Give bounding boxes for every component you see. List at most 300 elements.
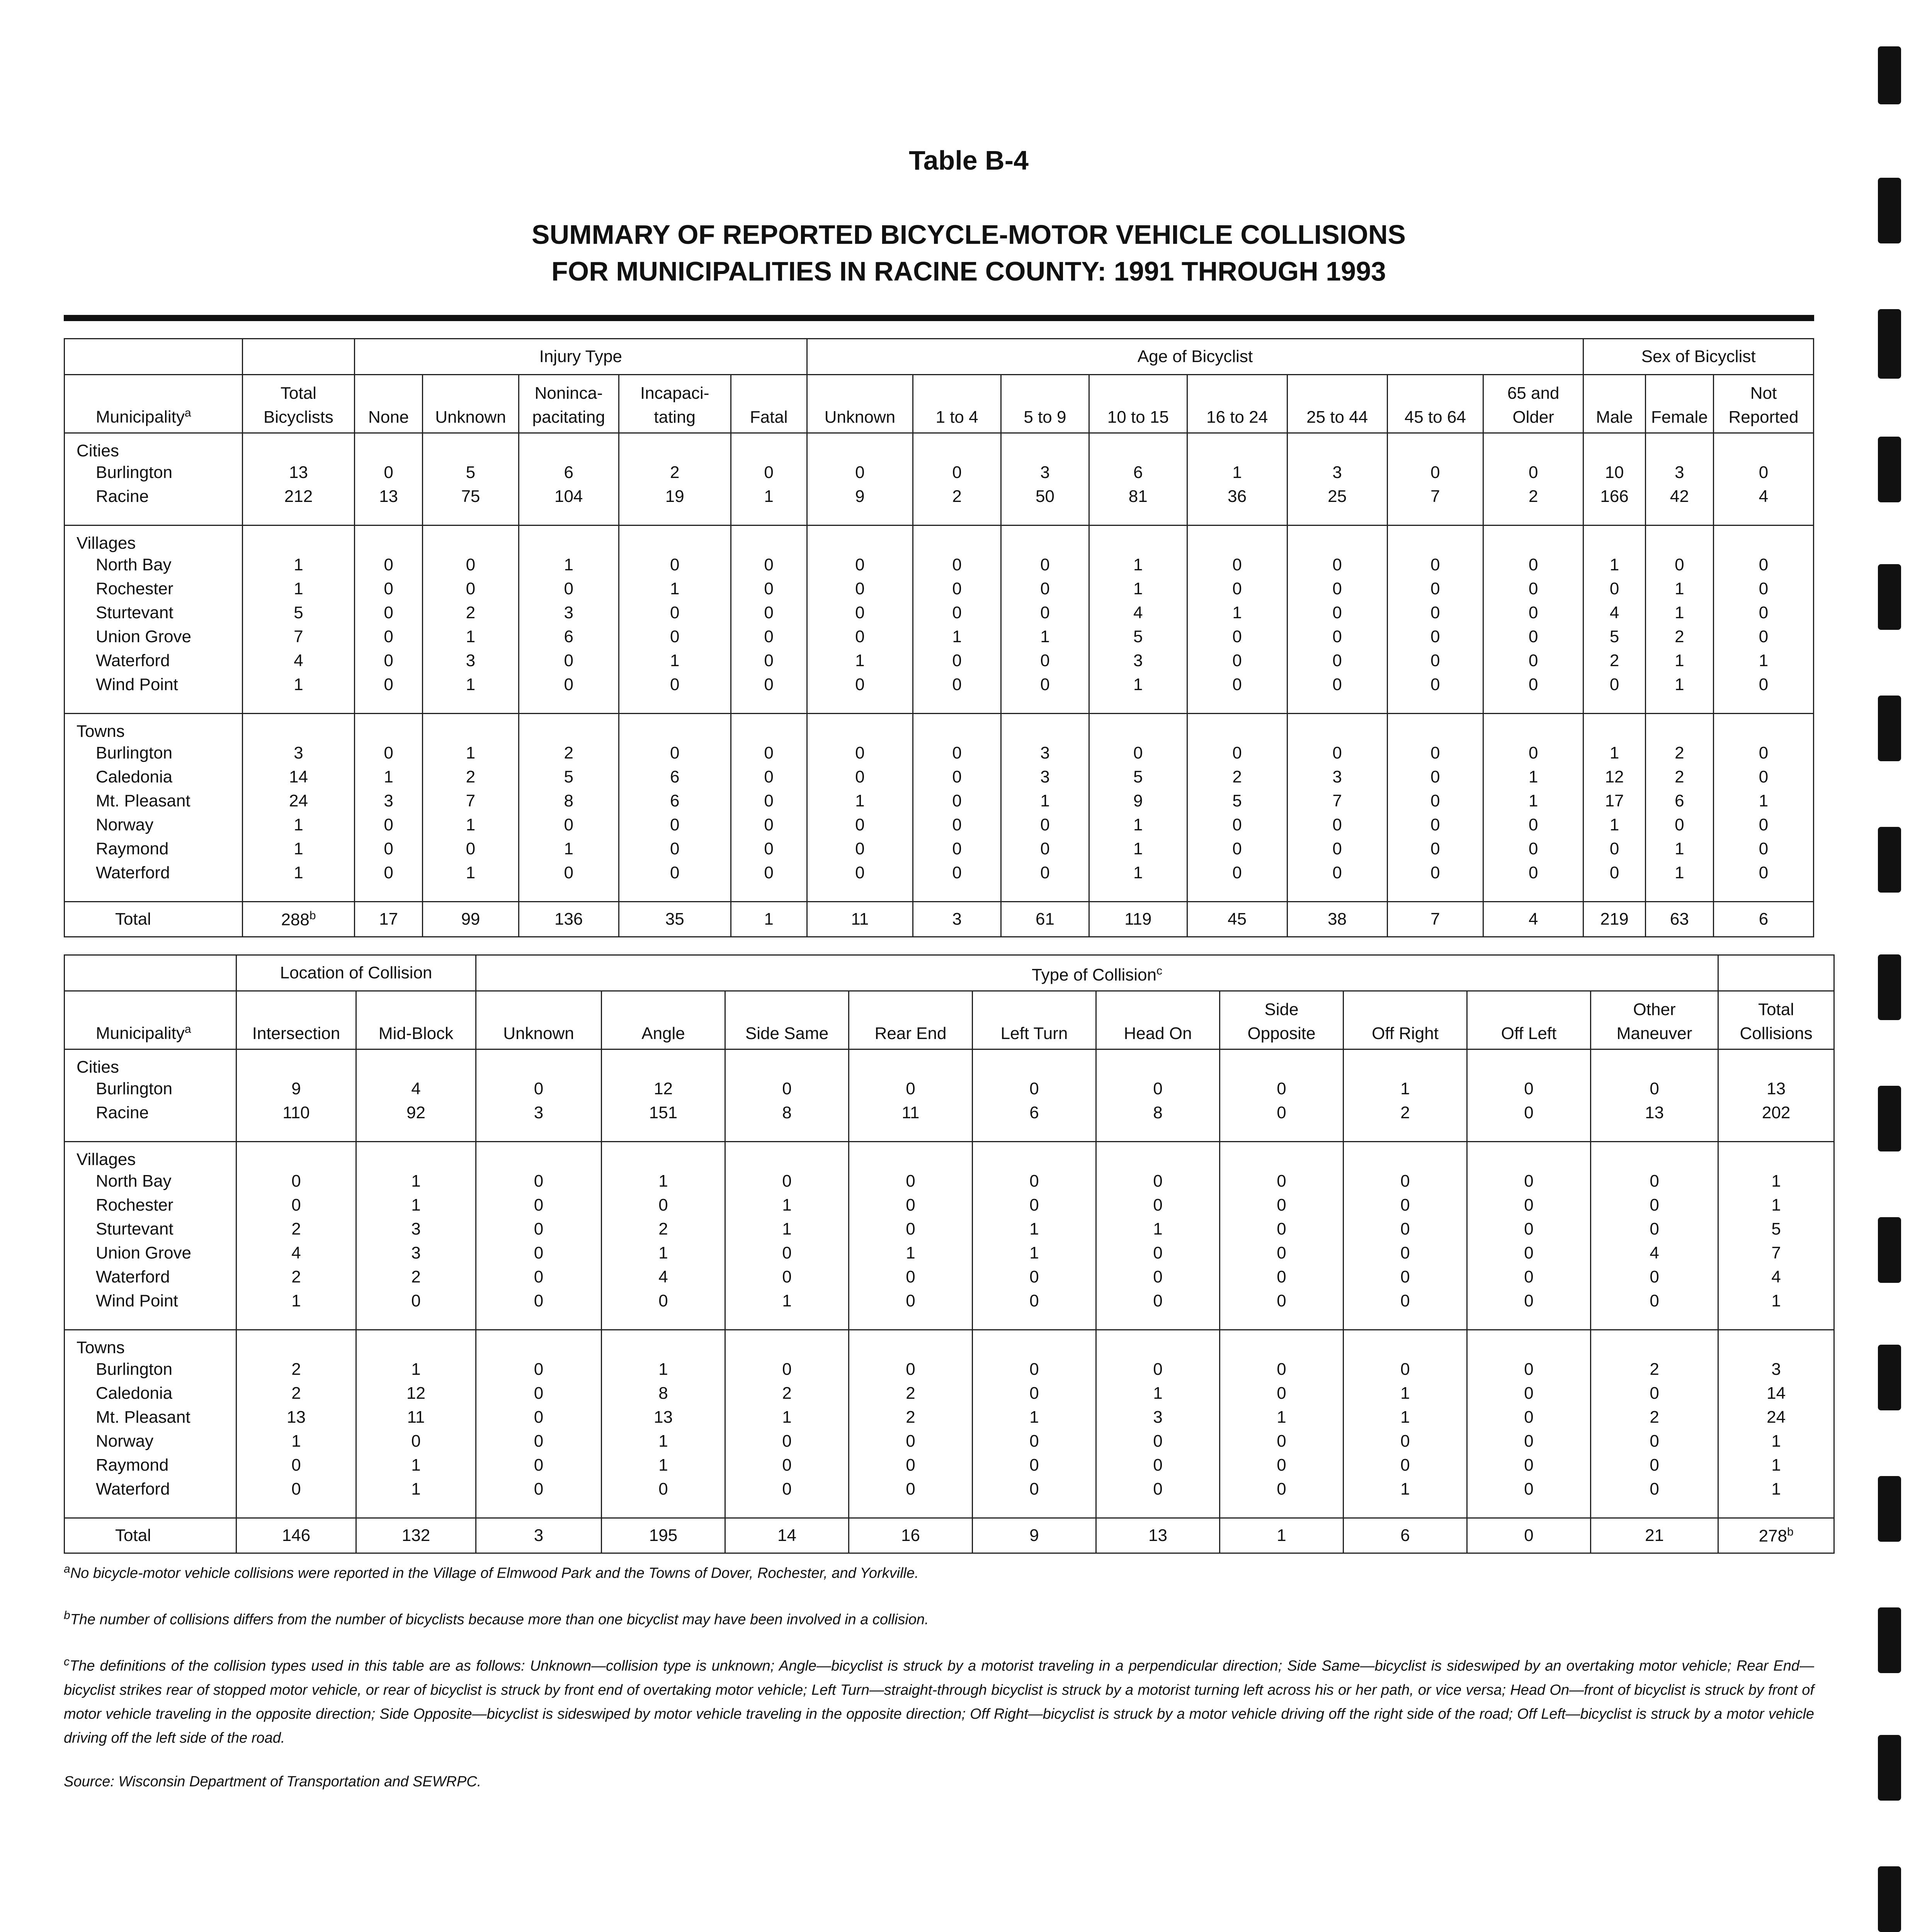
value-cell: 2	[236, 1265, 356, 1289]
value-cell: 7	[1718, 1241, 1834, 1265]
table-row	[65, 625, 1814, 649]
empty-cell	[1287, 697, 1387, 714]
value-cell: 13	[236, 1405, 356, 1429]
age-16-24-header: 16 to 24	[1187, 375, 1287, 433]
value-cell: 0	[423, 837, 519, 861]
table-row	[65, 1357, 1834, 1381]
empty-cell	[236, 1313, 356, 1330]
value-cell: 1	[602, 1357, 725, 1381]
empty-cell	[1387, 885, 1483, 902]
value-cell: 0	[849, 1429, 973, 1453]
value-cell: 0	[1001, 861, 1089, 885]
value-cell: 1	[1220, 1405, 1344, 1429]
empty-cell	[476, 1125, 602, 1142]
empty-cell	[1089, 885, 1187, 902]
value-cell: 0	[1187, 741, 1287, 765]
value-cell: 1	[1187, 601, 1287, 625]
total-row	[65, 902, 1814, 937]
value-cell: 1	[807, 649, 913, 673]
value-cell: 1	[1645, 649, 1713, 673]
empty-cell	[476, 1501, 602, 1518]
value-cell: 2	[619, 461, 731, 485]
value-cell: 1	[1001, 625, 1089, 649]
empty-cell	[602, 1142, 725, 1170]
empty-cell	[1187, 509, 1287, 526]
table-row	[65, 1193, 1834, 1217]
empty-cell	[1387, 714, 1483, 742]
empty-cell	[913, 509, 1001, 526]
value-cell: 0	[1001, 577, 1089, 601]
table-row	[65, 1217, 1834, 1241]
value-cell: 0	[973, 1169, 1096, 1193]
value-cell: 3	[355, 789, 423, 813]
table-row	[65, 1077, 1834, 1101]
value-cell: 0	[1387, 861, 1483, 885]
value-cell: 1	[236, 1429, 356, 1453]
total-cell: 0	[1467, 1518, 1591, 1553]
empty-cell	[242, 714, 354, 742]
injury-none-header: None	[355, 375, 423, 433]
value-cell: 0	[1591, 1265, 1718, 1289]
empty-cell	[1483, 714, 1583, 742]
empty-cell	[1089, 697, 1187, 714]
location-header: Location of Collision	[236, 955, 476, 991]
value-cell: 3	[1718, 1357, 1834, 1381]
value-cell: 1	[356, 1477, 476, 1501]
empty-cell	[1718, 1330, 1834, 1358]
value-cell: 1	[1718, 1429, 1834, 1453]
empty-cell	[1001, 526, 1089, 553]
value-cell: 0	[1287, 741, 1387, 765]
value-cell: 110	[236, 1101, 356, 1125]
empty-cell	[1467, 1501, 1591, 1518]
empty-cell	[849, 1330, 973, 1358]
table-row	[65, 837, 1814, 861]
value-cell: 1	[849, 1241, 973, 1265]
municipality-name: Raymond	[65, 837, 243, 861]
total-bicyclists-header: Total Bicyclists	[242, 375, 354, 433]
value-cell: 0	[356, 1429, 476, 1453]
empty-cell	[356, 1501, 476, 1518]
value-cell: 0	[1387, 601, 1483, 625]
total-cell: 3	[913, 902, 1001, 937]
t1-corner	[65, 339, 243, 375]
value-cell: 0	[1583, 577, 1646, 601]
empty-cell	[1713, 509, 1813, 526]
value-cell: 0	[1187, 837, 1287, 861]
value-cell: 1	[731, 485, 807, 509]
value-cell: 0	[1387, 741, 1483, 765]
empty-cell	[619, 697, 731, 714]
value-cell: 0	[1287, 625, 1387, 649]
empty-cell	[1483, 885, 1583, 902]
empty-cell	[1220, 1049, 1344, 1077]
value-cell: 0	[1344, 1241, 1467, 1265]
value-cell: 8	[725, 1101, 849, 1125]
empty-cell	[731, 697, 807, 714]
empty-cell	[1467, 1049, 1591, 1077]
empty-cell	[1096, 1330, 1220, 1358]
section-label: Villages	[65, 1142, 236, 1170]
table-row	[65, 1241, 1834, 1265]
value-cell: 0	[355, 649, 423, 673]
value-cell: 0	[1713, 741, 1813, 765]
value-cell: 13	[355, 485, 423, 509]
empty-cell	[1220, 1313, 1344, 1330]
empty-cell	[731, 885, 807, 902]
value-cell: 0	[1220, 1169, 1344, 1193]
empty-cell	[1718, 1142, 1834, 1170]
value-cell: 0	[1583, 673, 1646, 697]
value-cell: 3	[1645, 461, 1713, 485]
value-cell: 0	[1220, 1289, 1344, 1313]
value-cell: 6	[1089, 461, 1187, 485]
value-cell: 0	[807, 813, 913, 837]
injury-incapacitating-header: Incapaci- tating	[619, 375, 731, 433]
value-cell: 0	[1591, 1217, 1718, 1241]
municipality-name: Raymond	[65, 1453, 236, 1477]
value-cell: 0	[1483, 813, 1583, 837]
value-cell: 1	[1718, 1453, 1834, 1477]
value-cell: 0	[1483, 461, 1583, 485]
value-cell: 0	[476, 1289, 602, 1313]
value-cell: 0	[725, 1357, 849, 1381]
empty-cell	[913, 714, 1001, 742]
empty-cell	[849, 1125, 973, 1142]
value-cell: 2	[849, 1405, 973, 1429]
table-row	[65, 861, 1814, 885]
total-cell: 9	[973, 1518, 1096, 1553]
empty-cell	[725, 1125, 849, 1142]
municipality-name: Sturtevant	[65, 601, 243, 625]
empty-cell	[236, 1501, 356, 1518]
section-label: Cities	[65, 433, 243, 461]
value-cell: 0	[1096, 1193, 1220, 1217]
table-row	[65, 1169, 1834, 1193]
value-cell: 0	[1344, 1453, 1467, 1477]
value-cell: 0	[1591, 1429, 1718, 1453]
table-title	[0, 216, 1932, 290]
empty-cell	[1187, 526, 1287, 553]
value-cell: 0	[1220, 1077, 1344, 1101]
value-cell: 14	[1718, 1381, 1834, 1405]
value-cell: 0	[355, 837, 423, 861]
t2-corner-total	[1718, 955, 1834, 991]
value-cell: 0	[1713, 813, 1813, 837]
value-cell: 1	[519, 837, 619, 861]
value-cell: 0	[476, 1217, 602, 1241]
empty-cell	[1387, 526, 1483, 553]
value-cell: 0	[476, 1381, 602, 1405]
empty-cell	[1287, 714, 1387, 742]
value-cell: 0	[476, 1429, 602, 1453]
value-cell: 2	[1645, 625, 1713, 649]
table-label: Table B-4	[909, 145, 1029, 175]
municipality-name: Sturtevant	[65, 1217, 236, 1241]
empty-cell	[807, 526, 913, 553]
value-cell: 13	[242, 461, 354, 485]
value-cell: 4	[1591, 1241, 1718, 1265]
empty-cell	[602, 1501, 725, 1518]
empty-cell	[1344, 1330, 1467, 1358]
value-cell: 3	[476, 1101, 602, 1125]
value-cell: 3	[356, 1217, 476, 1241]
value-cell: 0	[1467, 1453, 1591, 1477]
empty-cell	[973, 1049, 1096, 1077]
value-cell: 212	[242, 485, 354, 509]
value-cell: 0	[913, 765, 1001, 789]
total-cell: 6	[1713, 902, 1813, 937]
value-cell: 0	[1645, 553, 1713, 577]
binding-mark	[1878, 46, 1901, 104]
value-cell: 0	[807, 601, 913, 625]
empty-cell	[731, 509, 807, 526]
off-right-header: Off Right	[1344, 991, 1467, 1049]
empty-cell	[725, 1313, 849, 1330]
value-cell: 0	[807, 861, 913, 885]
value-cell: 0	[1344, 1193, 1467, 1217]
value-cell: 0	[519, 813, 619, 837]
empty-cell	[619, 433, 731, 461]
value-cell: 0	[731, 837, 807, 861]
value-cell: 0	[1713, 601, 1813, 625]
value-cell: 0	[725, 1241, 849, 1265]
municipality-name: Rochester	[65, 1193, 236, 1217]
empty-cell	[913, 697, 1001, 714]
binding-mark	[1878, 954, 1901, 1020]
empty-cell	[519, 526, 619, 553]
empty-cell	[1096, 1125, 1220, 1142]
total-cell: 136	[519, 902, 619, 937]
side-opposite-header: Side Opposite	[1220, 991, 1344, 1049]
value-cell: 0	[519, 861, 619, 885]
age-unknown-header: Unknown	[807, 375, 913, 433]
value-cell: 0	[355, 673, 423, 697]
empty-cell	[65, 1313, 236, 1330]
empty-cell	[725, 1049, 849, 1077]
value-cell: 13	[1591, 1101, 1718, 1125]
type-unknown-header: Unknown	[476, 991, 602, 1049]
value-cell: 5	[1187, 789, 1287, 813]
value-cell: 6	[619, 765, 731, 789]
value-cell: 81	[1089, 485, 1187, 509]
value-cell: 0	[731, 813, 807, 837]
table-row	[65, 577, 1814, 601]
value-cell: 0	[1713, 837, 1813, 861]
empty-cell	[913, 433, 1001, 461]
empty-cell	[1591, 1330, 1718, 1358]
value-cell: 0	[731, 741, 807, 765]
value-cell: 0	[619, 553, 731, 577]
value-cell: 1	[1583, 813, 1646, 837]
sex-female-header: Female	[1645, 375, 1713, 433]
value-cell: 1	[1344, 1405, 1467, 1429]
municipality-name: Mt. Pleasant	[65, 1405, 236, 1429]
value-cell: 0	[1096, 1077, 1220, 1101]
value-cell: 3	[1089, 649, 1187, 673]
collision-type-table	[64, 954, 1835, 1554]
empty-cell	[602, 1049, 725, 1077]
value-cell: 1	[423, 741, 519, 765]
t1-corner-total	[242, 339, 354, 375]
value-cell: 166	[1583, 485, 1646, 509]
value-cell: 0	[1187, 577, 1287, 601]
empty-cell	[1220, 1142, 1344, 1170]
municipality-name: Burlington	[65, 1077, 236, 1101]
empty-cell	[356, 1330, 476, 1358]
binding-mark	[1878, 178, 1901, 243]
value-cell: 0	[973, 1193, 1096, 1217]
footnote-b: $^b$The number of collisions differs from the number of bicyclists because more than one bicyclist may have been involved in a collision.	[64, 1609, 929, 1628]
value-cell: 0	[519, 649, 619, 673]
value-cell: 1	[242, 813, 354, 837]
value-cell: 0	[1387, 813, 1483, 837]
value-cell: 2	[236, 1381, 356, 1405]
angle-header: Angle	[602, 991, 725, 1049]
empty-cell	[519, 509, 619, 526]
empty-cell	[355, 526, 423, 553]
value-cell: 0	[1096, 1429, 1220, 1453]
injury-fatal-header: Fatal	[731, 375, 807, 433]
value-cell: 2	[913, 485, 1001, 509]
value-cell: 9	[807, 485, 913, 509]
value-cell: 0	[356, 1289, 476, 1313]
value-cell: 0	[1713, 673, 1813, 697]
empty-cell	[519, 714, 619, 742]
injury-type-header: Injury Type	[355, 339, 807, 375]
empty-cell	[1001, 714, 1089, 742]
value-cell: 0	[1344, 1217, 1467, 1241]
value-cell: 3	[519, 601, 619, 625]
value-cell: 0	[619, 601, 731, 625]
value-cell: 0	[1387, 837, 1483, 861]
title-rule	[64, 315, 1814, 321]
empty-cell	[356, 1313, 476, 1330]
value-cell: 1	[1344, 1381, 1467, 1405]
value-cell: 0	[1187, 813, 1287, 837]
value-cell: 2	[1187, 765, 1287, 789]
total-cell: 132	[356, 1518, 476, 1553]
value-cell: 0	[849, 1265, 973, 1289]
value-cell: 4	[242, 649, 354, 673]
empty-cell	[476, 1330, 602, 1358]
empty-cell	[1001, 509, 1089, 526]
empty-cell	[355, 885, 423, 902]
injury-nonincapacitating-header: Noninca- pacitating	[519, 375, 619, 433]
binding-mark	[1878, 1866, 1901, 1932]
municipality-name: Burlington	[65, 461, 243, 485]
empty-cell	[1187, 433, 1287, 461]
table-row	[65, 649, 1814, 673]
value-cell: 104	[519, 485, 619, 509]
value-cell: 0	[423, 553, 519, 577]
total-cell: 7	[1387, 902, 1483, 937]
value-cell: 0	[1645, 813, 1713, 837]
municipality-name: Rochester	[65, 577, 243, 601]
value-cell: 0	[913, 649, 1001, 673]
value-cell: 3	[1096, 1405, 1220, 1429]
value-cell: 0	[1467, 1101, 1591, 1125]
empty-cell	[1387, 433, 1483, 461]
empty-cell	[1583, 433, 1646, 461]
value-cell: 0	[1483, 577, 1583, 601]
empty-cell	[356, 1142, 476, 1170]
empty-cell	[356, 1125, 476, 1142]
municipality-header: Municipality$^a$	[65, 375, 243, 433]
value-cell: 0	[1001, 649, 1089, 673]
value-cell: 1	[355, 765, 423, 789]
value-cell: 2	[423, 601, 519, 625]
value-cell: 0	[1287, 837, 1387, 861]
binding-mark	[1878, 1217, 1901, 1283]
municipality-name: Wind Point	[65, 1289, 236, 1313]
value-cell: 202	[1718, 1101, 1834, 1125]
value-cell: 0	[973, 1077, 1096, 1101]
value-cell: 0	[355, 741, 423, 765]
value-cell: 2	[236, 1357, 356, 1381]
value-cell: 1	[725, 1193, 849, 1217]
value-cell: 0	[1483, 553, 1583, 577]
value-cell: 0	[1387, 577, 1483, 601]
value-cell: 1	[242, 553, 354, 577]
empty-cell	[423, 509, 519, 526]
value-cell: 0	[1583, 861, 1646, 885]
value-cell: 1	[1583, 553, 1646, 577]
off-left-header: Off Left	[1467, 991, 1591, 1049]
total-cell: 288$^b$	[242, 902, 354, 937]
value-cell: 0	[913, 577, 1001, 601]
value-cell: 0	[1187, 649, 1287, 673]
value-cell: 6	[519, 625, 619, 649]
empty-cell	[242, 509, 354, 526]
value-cell: 1	[1089, 813, 1187, 837]
value-cell: 2	[849, 1381, 973, 1405]
value-cell: 1	[1645, 601, 1713, 625]
empty-cell	[1713, 433, 1813, 461]
empty-cell	[1287, 526, 1387, 553]
t2-corner	[65, 955, 236, 991]
empty-cell	[913, 885, 1001, 902]
empty-cell	[356, 1049, 476, 1077]
binding-mark	[1878, 564, 1901, 630]
value-cell: 1	[602, 1429, 725, 1453]
value-cell: 1	[1089, 673, 1187, 697]
empty-cell	[476, 1313, 602, 1330]
empty-cell	[1001, 697, 1089, 714]
value-cell: 0	[913, 461, 1001, 485]
value-cell: 4	[1718, 1265, 1834, 1289]
municipality-name: Waterford	[65, 1265, 236, 1289]
value-cell: 0	[913, 601, 1001, 625]
total-cell: 17	[355, 902, 423, 937]
value-cell: 0	[973, 1429, 1096, 1453]
empty-cell	[807, 509, 913, 526]
value-cell: 0	[236, 1453, 356, 1477]
value-cell: 0	[1096, 1357, 1220, 1381]
value-cell: 0	[913, 861, 1001, 885]
value-cell: 0	[1287, 577, 1387, 601]
empty-cell	[1387, 697, 1483, 714]
value-cell: 0	[1001, 553, 1089, 577]
value-cell: 1	[1089, 837, 1187, 861]
value-cell: 1	[1718, 1169, 1834, 1193]
value-cell: 0	[1096, 1453, 1220, 1477]
total-cell: 38	[1287, 902, 1387, 937]
municipality-name: Racine	[65, 485, 243, 509]
municipality-name: Caledonia	[65, 1381, 236, 1405]
empty-cell	[65, 885, 243, 902]
value-cell: 50	[1001, 485, 1089, 509]
